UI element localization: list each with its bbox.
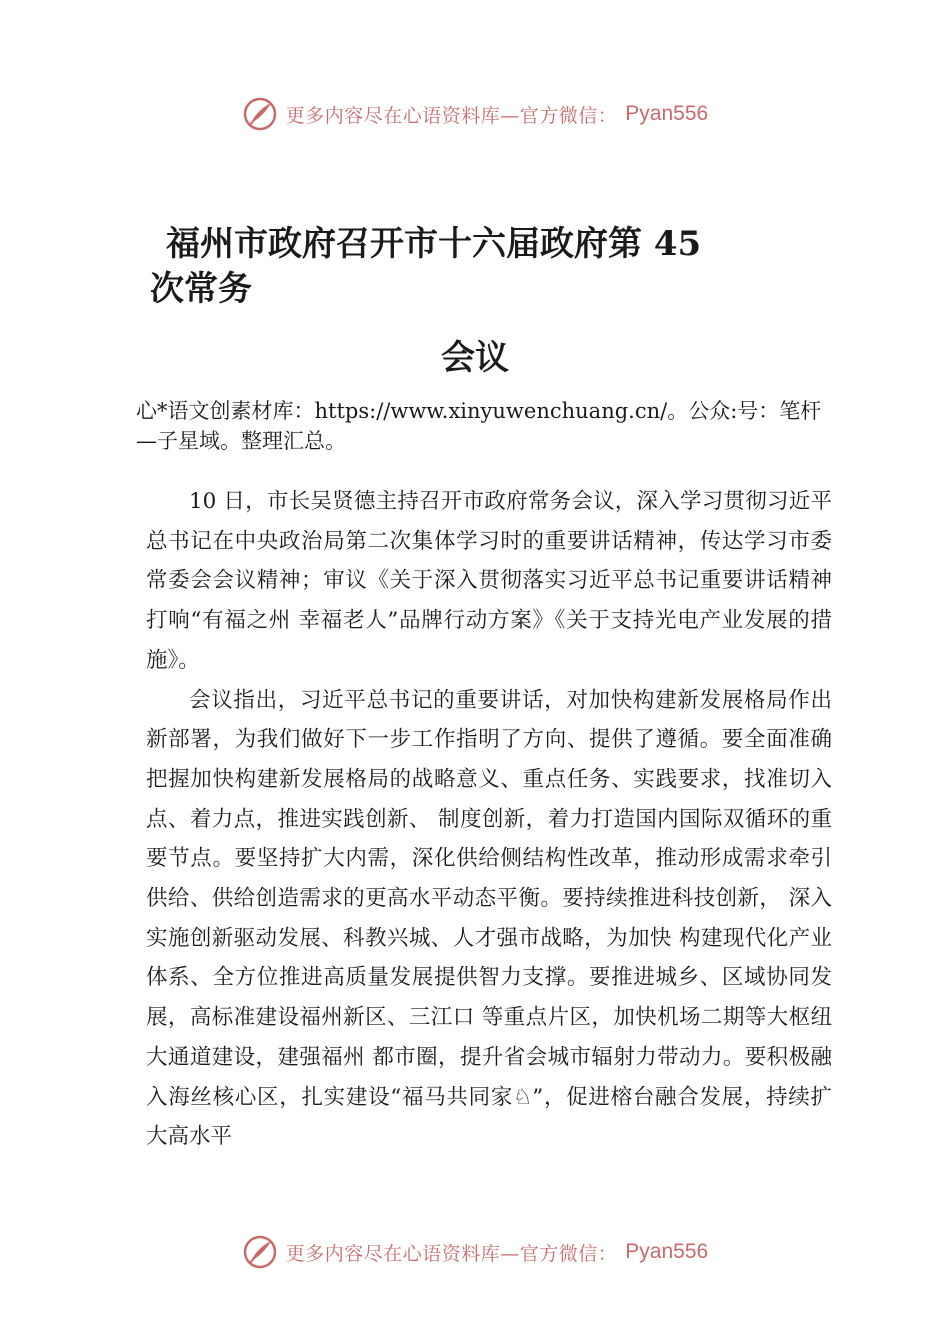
quill-logo-icon <box>242 1234 278 1270</box>
source-note: 心*语文创素材库：https://www.xinyuwenchuang.cn/。公众:号：笔杆—子星域。整理汇总。 <box>136 399 822 453</box>
watermark-header <box>0 94 950 134</box>
title-line-2: 次常务 <box>150 269 252 309</box>
document-subtitle: 会议 <box>441 338 509 378</box>
watermark-wechat-id: Pyan556 <box>625 102 709 125</box>
quill-logo-icon <box>242 96 278 132</box>
title-line-1: 福州市政府召开市十六届政府第 45 <box>166 224 702 264</box>
paragraph-1: 10 日，市长吴贤德主持召开市政府常务会议，深入学习贯彻习近平总书记在中央政治局第二次集体学习时的重要讲话精神，传达学习市委常委会会议精神；审议《关于深入贯彻落实习近平总书记重要讲话精神 打响“有福之州 幸福老人”品牌行动方案》《关于支持光电产业发展的措施》。 <box>146 489 832 673</box>
document-body <box>146 482 832 1157</box>
watermark-text: 更多内容尽在心语资料库—官方微信： <box>285 104 618 127</box>
watermark-footer <box>0 1232 950 1272</box>
watermark-text: 更多内容尽在心语资料库—官方微信： <box>285 1242 618 1265</box>
document-title <box>150 222 790 312</box>
paragraph-2: 会议指出，习近平总书记的重要讲话，对加快构建新发展格局作出新部署，为我们做好下一步工作指明了方向、提供了遵循。要全面准确把握加快构建新发展格局的战略意义、重点任务、实践要求，找准切入点、着力点，推进实践创新、 制度创新，着力打造国内国际双循环的重要节点。要坚持扩大内需，深化供给侧结构性改革，推动形成需求牵引供给、供给创造需求的更高水平动态平衡。要持续推进科技创新， 深入实施创新驱动发展、科教兴城、人才强市战略，为加快 构建现代化产业体系、全方位推进高质量发展提供智力支撑。要推进城乡、区域协同发展，高标准建设福州新区、三江口 等重点片区，加快机场二期等大枢纽大通道建设，建强福州 都市圈，提升省会城市辐射力带动力。要积极融入海丝核心区，扎实建设“福马共同家♘”，促进榕台融合发展，持续扩 大高水平 <box>146 687 832 1150</box>
watermark-wechat-id: Pyan556 <box>625 1240 709 1263</box>
